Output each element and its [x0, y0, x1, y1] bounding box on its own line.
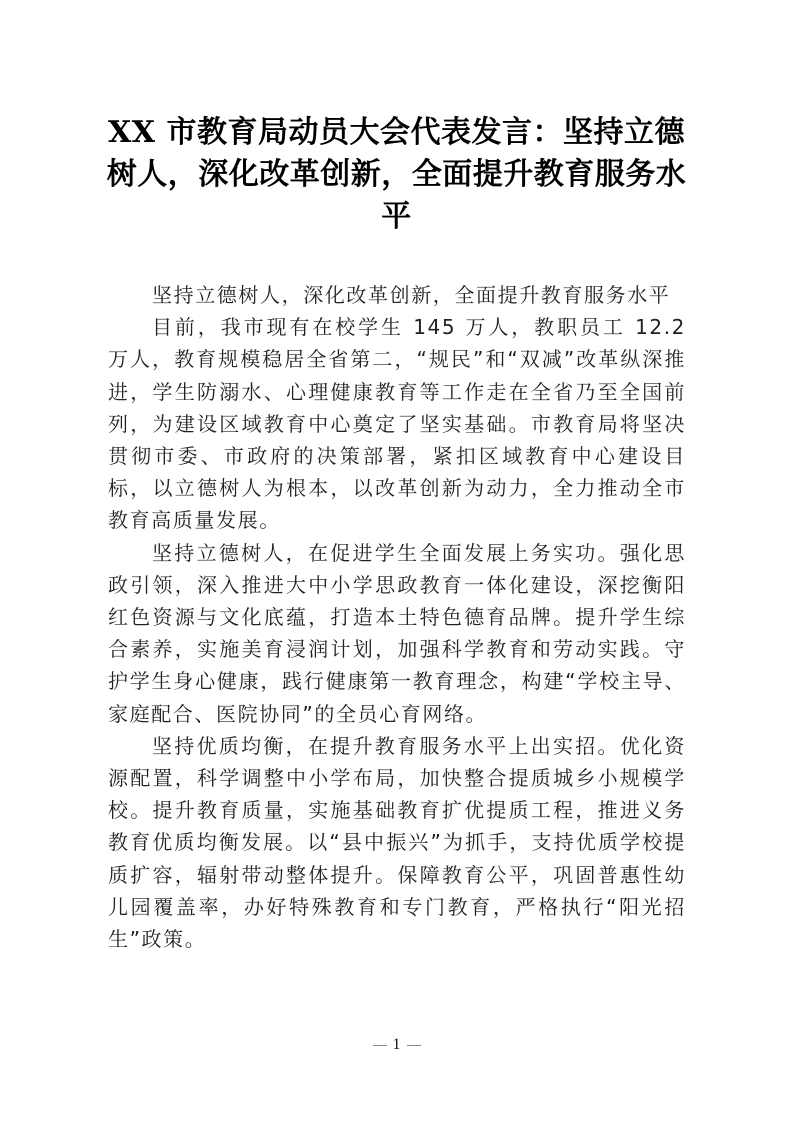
- paragraph-2: 坚持立德树人，在促进学生全面发展上务实功。强化思政引领，深入推进大中小学思政教育一体化建设，深挖衡阳红色资源与文化底蕴，打造本土特色德育品牌。提升学生综合素养，实施美育浸润计划，加强科学教育和劳动实践。守护学生身心健康，践行健康第一教育理念，构建“学校主导、家庭配合、医院协同”的全员心育网络。: [108, 540, 686, 726]
- page-footer: [0, 1036, 793, 1054]
- paragraph-3: 坚持优质均衡，在提升教育服务水平上出实招。优化资源配置，科学调整中小学布局，加快整合提质城乡小规模学校。提升教育质量，实施基础教育扩优提质工程，推进义务教育优质均衡发展。以“县中振兴”为抓手，支持优质学校提质扩容，辐射带动整体提升。保障教育公平，巩固普惠性幼儿园覆盖率，办好特殊教育和专门教育，严格执行“阳光招生”政策。: [108, 733, 686, 952]
- paragraph-1: 目前，我市现有在校学生 145 万人，教职员工 12.2 万人，教育规模稳居全省第二，“规民”和“双减”改革纵深推进，学生防溺水、心理健康教育等工作走在全省乃至全国前列，为建设区域教育中心奠定了坚实基础。市教育局将坚决贯彻市委、市政府的决策部署，紧扣区域教育中心建设目标，以立德树人为根本，以改革创新为动力，全力推动全市教育高质量发展。: [108, 315, 686, 533]
- document-title: XX 市教育局动员大会代表发言：坚持立德树人，深化改革创新，全面提升教育服务水平: [106, 115, 687, 234]
- dash-left: [373, 1045, 387, 1046]
- document-subtitle: 坚持立德树人，深化改革创新，全面提升教育服务水平: [152, 283, 671, 307]
- document-body: [108, 279, 686, 955]
- dash-right: [407, 1045, 421, 1046]
- page-number: 1: [392, 1036, 401, 1053]
